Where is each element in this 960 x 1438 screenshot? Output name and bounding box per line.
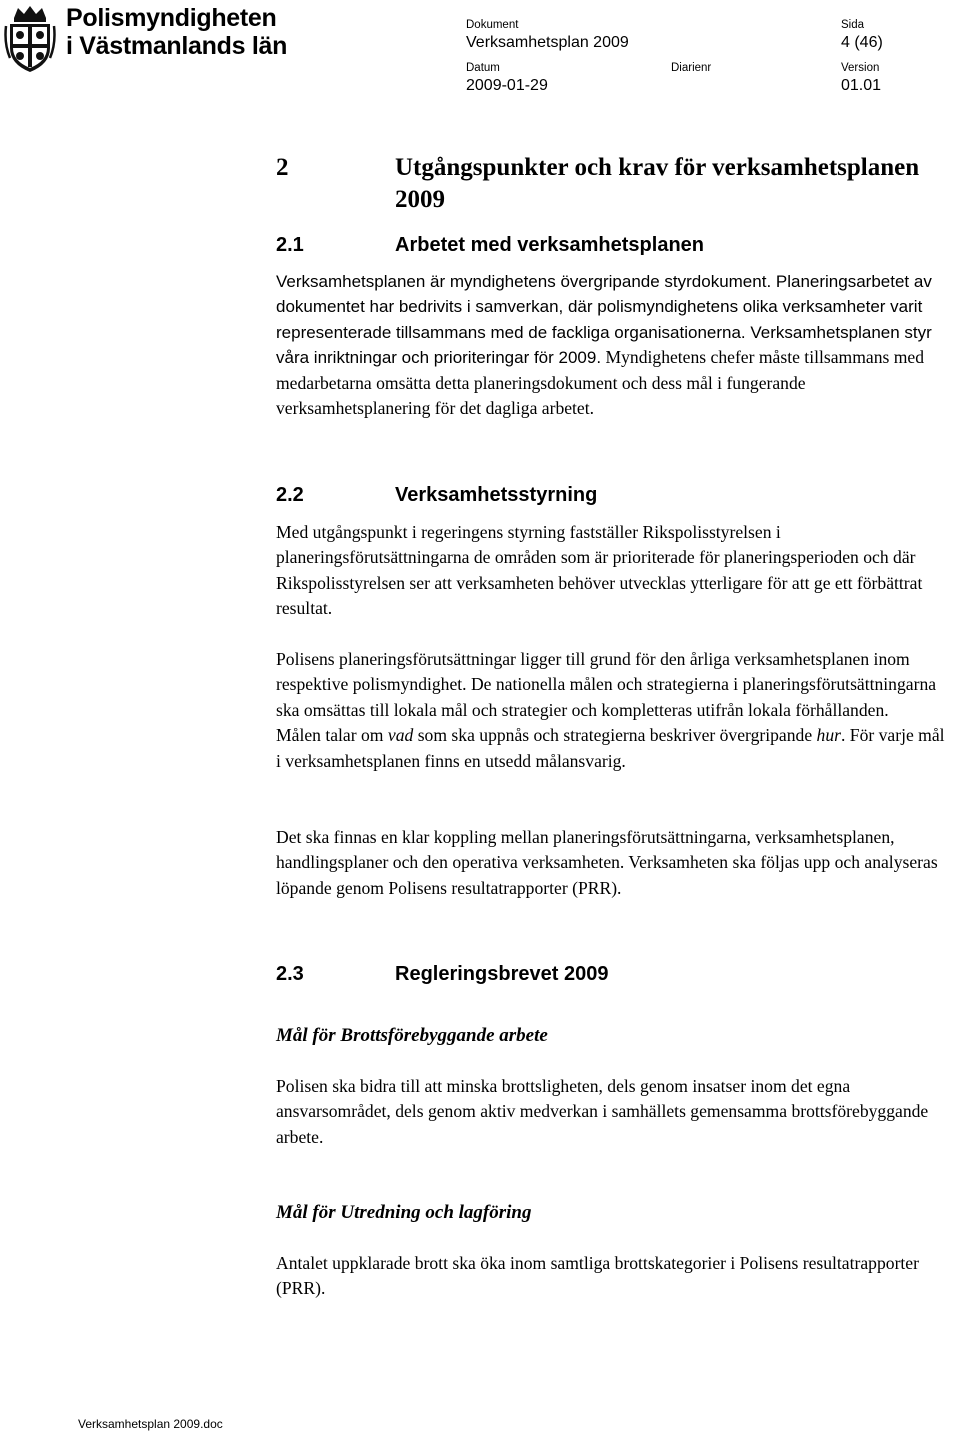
datum-label: Datum — [466, 62, 500, 74]
utredning-text: Antalet uppklarade brott ska öka inom samtliga brottskategorier i Polisens resultatrapporter (PRR). — [276, 1253, 919, 1299]
paragraph-text: Målen talar om — [276, 725, 388, 746]
police-crest-icon — [4, 4, 56, 74]
section-2-2-paragraph-2 — [276, 647, 948, 774]
section-title: Regleringsbrevet 2009 — [395, 963, 609, 985]
logo-name-line1: Polismyndigheten — [66, 4, 277, 32]
organization-logo — [4, 4, 288, 74]
paragraph-serif-part: Myndighetens chefer måste tillsammans med medarbetarna omsätta detta planeringsdokument och dess mål i fungerande verksamhetsplanering för det dagliga arbetet. — [276, 347, 925, 419]
section-2-2-paragraph-1: Med utgångspunkt i regeringens styrning fastställer Rikspolisstyrelsen i planeringsförutsättningarna de områden som är prioriterade för planeringsperioden och där Rikspolisstyrelsen ser att verksamheten behöver utvecklas ytterligare för att ge ett förbättrat resultat. — [276, 522, 923, 619]
section-title: Arbetet med verksamhetsplanen — [395, 234, 705, 256]
datum-value: 2009-01-29 — [466, 77, 548, 94]
emphasis-vad: vad — [387, 725, 414, 746]
diarienr-label: Diarienr — [671, 62, 712, 74]
sida-value: 4 (46) — [841, 34, 883, 51]
paragraph-sans-part: Verksamhetsplanen är myndighetens övergripande styrdokument. Planeringsarbetet av dokumentet har bedrivits i samverkan, där polismyndighetens olika verksamheter varit representerade tillsammans med de fackliga organisationerna. Verksamhetsplanen styr våra inriktningar och prioriteringar för 2009. — [276, 272, 932, 368]
paragraph-text: som ska uppnås och strategierna beskriver övergripande — [413, 725, 817, 746]
section-2-1-paragraph — [276, 269, 948, 421]
section-title: Utgångspunkter och krav för verksamhetsplanen 2009 — [395, 154, 920, 213]
brottsforebyggande-text: Polisen ska bidra till att minska brottsligheten, dels genom insatser inom det egna ansvarsområdet, dels genom aktiv medverkan i samhällets gemensamma brottsförebyggande arbete. — [276, 1076, 929, 1147]
version-value: 01.01 — [841, 77, 882, 94]
section-number: 2 — [276, 154, 289, 181]
emphasis-hur: hur — [816, 725, 841, 746]
paragraph-text: . För varje mål i verksamhetsplanen finns en utsedd målansvarig. — [276, 725, 945, 771]
dokument-value: Verksamhetsplan 2009 — [466, 34, 629, 51]
section-title: Verksamhetsstyrning — [395, 484, 598, 506]
subheading-brottsforebyggande: Mål för Brottsförebyggande arbete — [276, 1025, 548, 1046]
dokument-label: Dokument — [466, 19, 519, 31]
footer-filename: Verksamhetsplan 2009.doc — [78, 1417, 223, 1431]
paragraph-text: Polisens planeringsförutsättningar ligger till grund för den årliga verksamhetsplanen inom respektive polismyndighet. De nationella målen och strategierna i planeringsförutsättningarna ska omsättas till lokala mål och strategier och kompletteras utifrån lokala förhållanden. — [276, 649, 937, 720]
section-number: 2.1 — [276, 234, 304, 256]
logo-name-line2: i Västmanlands län — [66, 32, 288, 60]
section-2-2-paragraph-3: Det ska finnas en klar koppling mellan planeringsförutsättningarna, verksamhetsplanen, handlingsplaner och den operativa verksamheten. Verksamheten ska följas upp och analyseras löpande genom Polisens resultatrapporter (PRR). — [276, 827, 938, 898]
section-number: 2.3 — [276, 963, 304, 985]
version-label: Version — [841, 62, 880, 74]
sida-label: Sida — [841, 19, 865, 31]
subheading-utredning: Mål för Utredning och lagföring — [276, 1202, 532, 1223]
section-number: 2.2 — [276, 484, 304, 506]
